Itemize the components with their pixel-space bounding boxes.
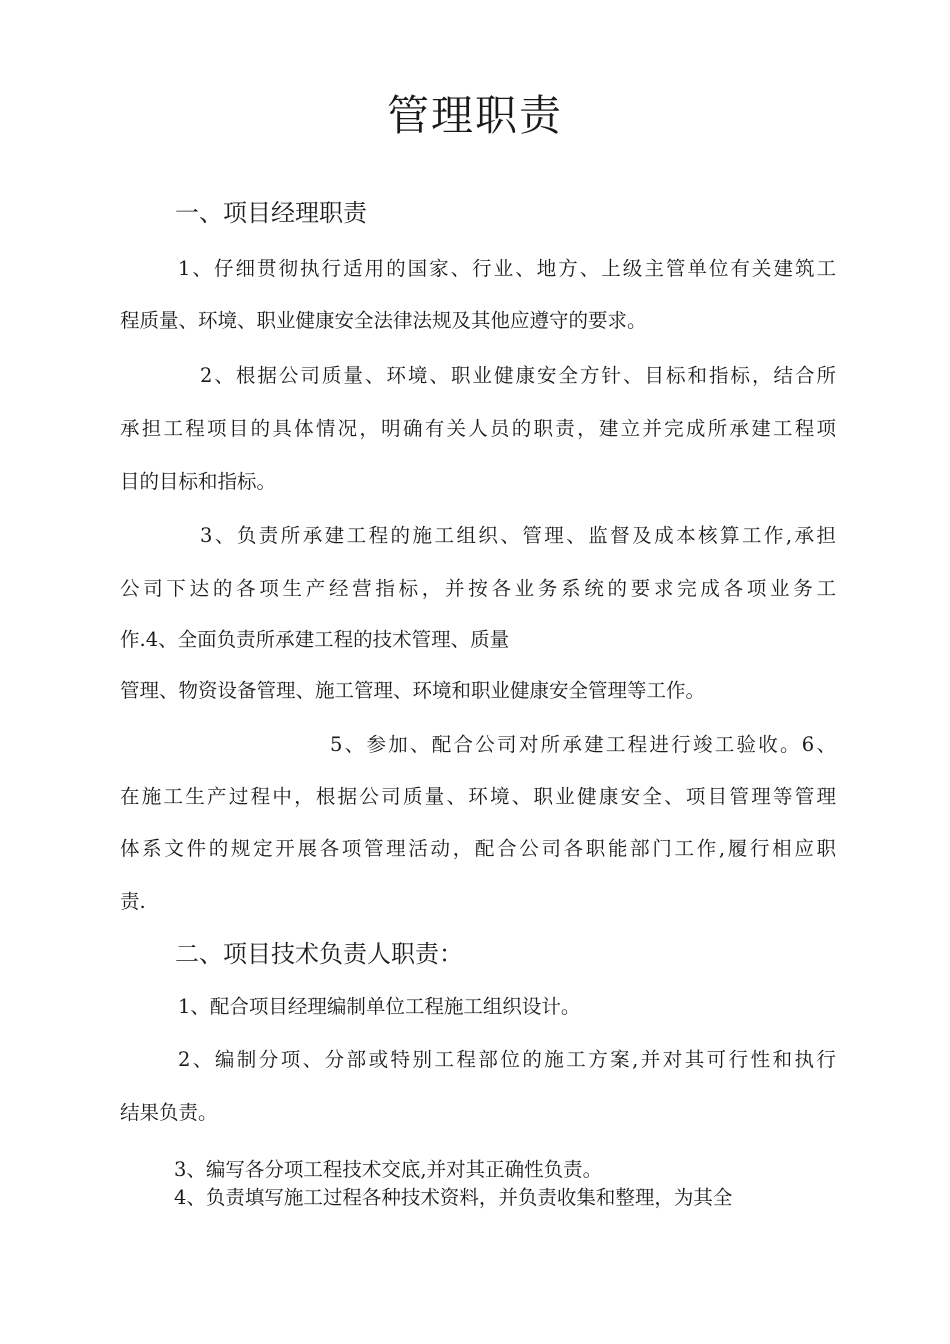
section-1-line-13: 责. [120,890,146,913]
section-1-line-8: 作.4、全面负责所承建工程的技术管理、质量 [120,628,510,651]
section-1-line-7: 公司下达的各项生产经营指标，并按各业务系统的要求完成各项业务工 [120,577,836,600]
section-1-line-3: 2、根据公司质量、环境、职业健康安全方针、目标和指标，结合所 [200,364,836,387]
section-1-line-6: 3、负责所承建工程的施工组织、管理、监督及成本核算工作,承担 [200,524,836,547]
section-2-line-3: 结果负责。 [120,1101,218,1124]
section-1-line-5: 目的目标和指标。 [120,470,277,493]
section-2-line-5: 4、负责填写施工过程各种技术资料，并负责收集和整理，为其全 [174,1186,733,1209]
document-title: 管理职责 [386,91,563,140]
section-1-line-4: 承担工程项目的具体情况，明确有关人员的职责，建立并完成所承建工程项 [120,417,836,440]
section-1-line-9: 管理、物资设备管理、施工管理、环境和职业健康安全管理等工作。 [120,679,706,702]
section-1-line-2: 程质量、环境、职业健康安全法律法规及其他应遵守的要求。 [120,309,647,332]
section-2-line-2: 2、编制分项、分部或特别工程部位的施工方案,并对其可行性和执行 [178,1048,836,1071]
section-1-line-11: 在施工生产过程中，根据公司质量、环境、职业健康安全、项目管理等管理 [120,785,836,808]
section-1-heading: 一、项目经理职责 [175,199,367,227]
section-2-line-1: 1、配合项目经理编制单位工程施工组织设计。 [178,995,581,1018]
section-2-line-4: 3、编写各分项工程技术交底,并对其正确性负责。 [174,1158,603,1181]
section-2-heading: 二、项目技术负责人职责： [175,940,463,968]
section-1-line-1: 1、仔细贯彻执行适用的国家、行业、地方、上级主管单位有关建筑工 [178,257,836,280]
section-1-line-10: 5、参加、配合公司对所承建工程进行竣工验收。6、 [330,733,836,756]
section-1-line-12: 体系文件的规定开展各项管理活动，配合公司各职能部门工作,履行相应职 [120,837,836,860]
